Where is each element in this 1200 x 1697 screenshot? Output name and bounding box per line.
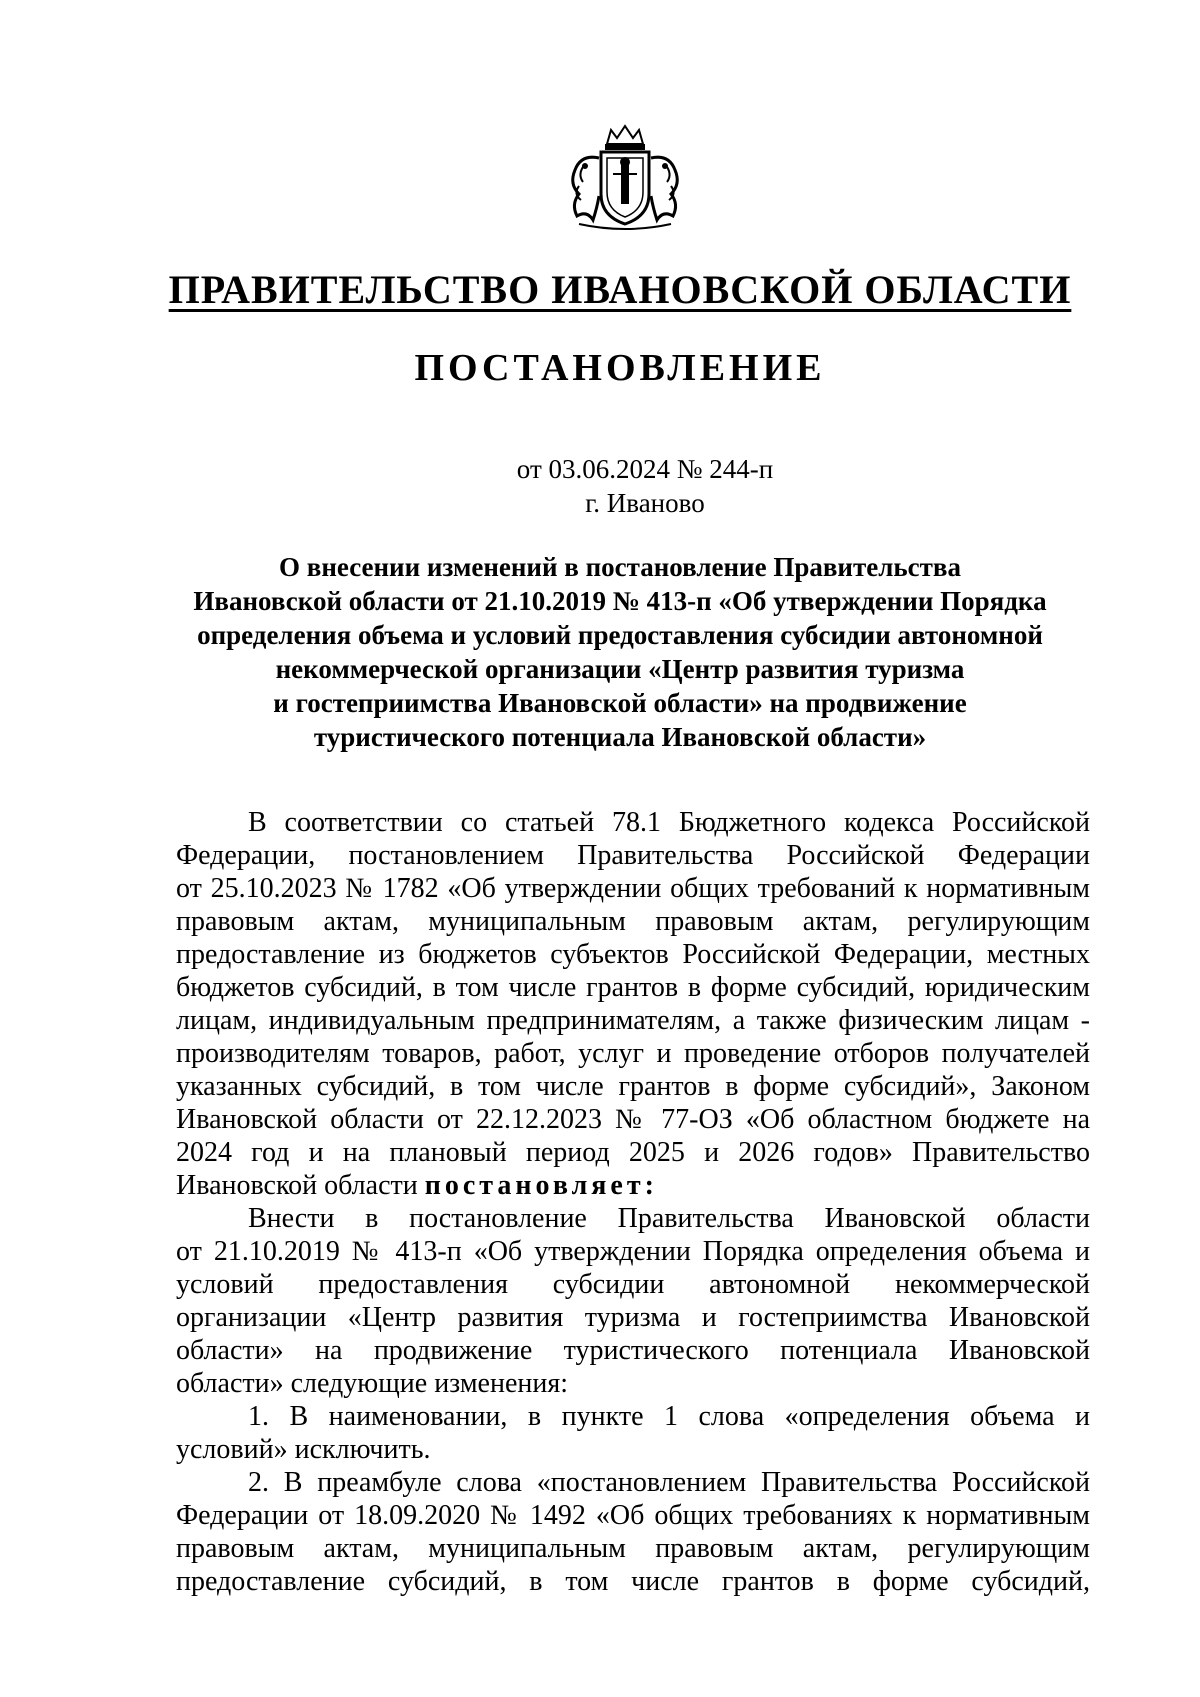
document-meta: [0, 452, 1200, 520]
body-line: предоставление из бюджетов субъектов Российской Федерации, местных: [176, 939, 1090, 970]
body-line: Федерации от 18.09.2020 № 1492 «Об общих требованиях к нормативным: [176, 1500, 1090, 1531]
title-line: туристического потенциала Ивановской области»: [313, 722, 927, 752]
body-line: от 21.10.2019 № 413-п «Об утверждении Порядка определения объема и: [176, 1236, 1090, 1267]
date-number: от 03.06.2024 № 244-п: [516, 454, 774, 484]
body-line: правовым актам, муниципальным правовым актам, регулирующим: [176, 1533, 1090, 1564]
body-line: области» следующие изменения:: [176, 1368, 569, 1399]
body-line: от 25.10.2023 № 1782 «Об утверждении общих требований к нормативным: [176, 873, 1090, 904]
title-line: некоммерческой организации «Центр развития туризма: [275, 654, 965, 684]
body-line-prefix: Ивановской области: [176, 1170, 425, 1201]
body-line: предоставление субсидий, в том числе грантов в форме субсидий,: [176, 1566, 1090, 1597]
organization-title-text: ПРАВИТЕЛЬСТВО ИВАНОВСКОЙ ОБЛАСТИ: [168, 267, 1072, 312]
ivanovo-coat-of-arms-icon: [555, 124, 695, 232]
decree-word: постановляет:: [424, 1170, 658, 1201]
body-line: [176, 1169, 1090, 1202]
body-line: условий» исключить.: [176, 1434, 431, 1465]
body-line: условий предоставления субсидии автономной некоммерческой: [176, 1269, 1090, 1300]
body-line: Внести в постановление Правительства Ивановской области: [248, 1203, 1090, 1234]
title-line: Ивановской области от 21.10.2019 № 413-п «Об утверждении Порядка: [193, 586, 1047, 616]
title-line: О внесении изменений в постановление Правительства: [279, 552, 961, 582]
document-type-heading: ПОСТАНОВЛЕНИЕ: [414, 347, 826, 389]
body-line: 2024 год и на плановый период 2025 и 2026 годов» Правительство: [176, 1137, 1090, 1168]
body-line: правовым актам, муниципальным правовым актам, регулирующим: [176, 906, 1090, 937]
document-title: [160, 550, 1080, 754]
title-line: определения объема и условий предоставления субсидии автономной: [197, 620, 1043, 650]
body-line: бюджетов субсидий, в том числе грантов в форме субсидий, юридическим: [176, 972, 1090, 1003]
organization-title: [0, 268, 1200, 312]
body-line: организации «Центр развития туризма и гостеприимства Ивановской: [176, 1302, 1090, 1333]
title-line: и гостеприимства Ивановской области» на продвижение: [273, 688, 967, 718]
body-line: области» на продвижение туристического потенциала Ивановской: [176, 1335, 1090, 1366]
body-line: Федерации, постановлением Правительства Российской Федерации: [176, 840, 1090, 871]
body-line: 1. В наименовании, в пункте 1 слова «определения объема и: [248, 1401, 1090, 1432]
city-name: г. Иваново: [585, 488, 705, 518]
body-line: В соответствии со статьей 78.1 Бюджетного кодекса Российской: [248, 807, 1090, 838]
body-line: указанных субсидий, в том числе грантов в форме субсидий», Законом: [176, 1071, 1090, 1102]
body-line: лицам, индивидуальным предпринимателям, а также физическим лицам -: [176, 1005, 1090, 1036]
body-line: производителям товаров, работ, услуг и проведение отборов получателей: [176, 1038, 1090, 1069]
body-line: 2. В преамбуле слова «постановлением Правительства Российской: [248, 1467, 1090, 1498]
body-line: Ивановской области от 22.12.2023 № 77-ОЗ «Об областном бюджете на: [176, 1104, 1090, 1135]
coat-of-arms-emblem: [555, 124, 695, 232]
document-body: [176, 806, 1090, 1598]
